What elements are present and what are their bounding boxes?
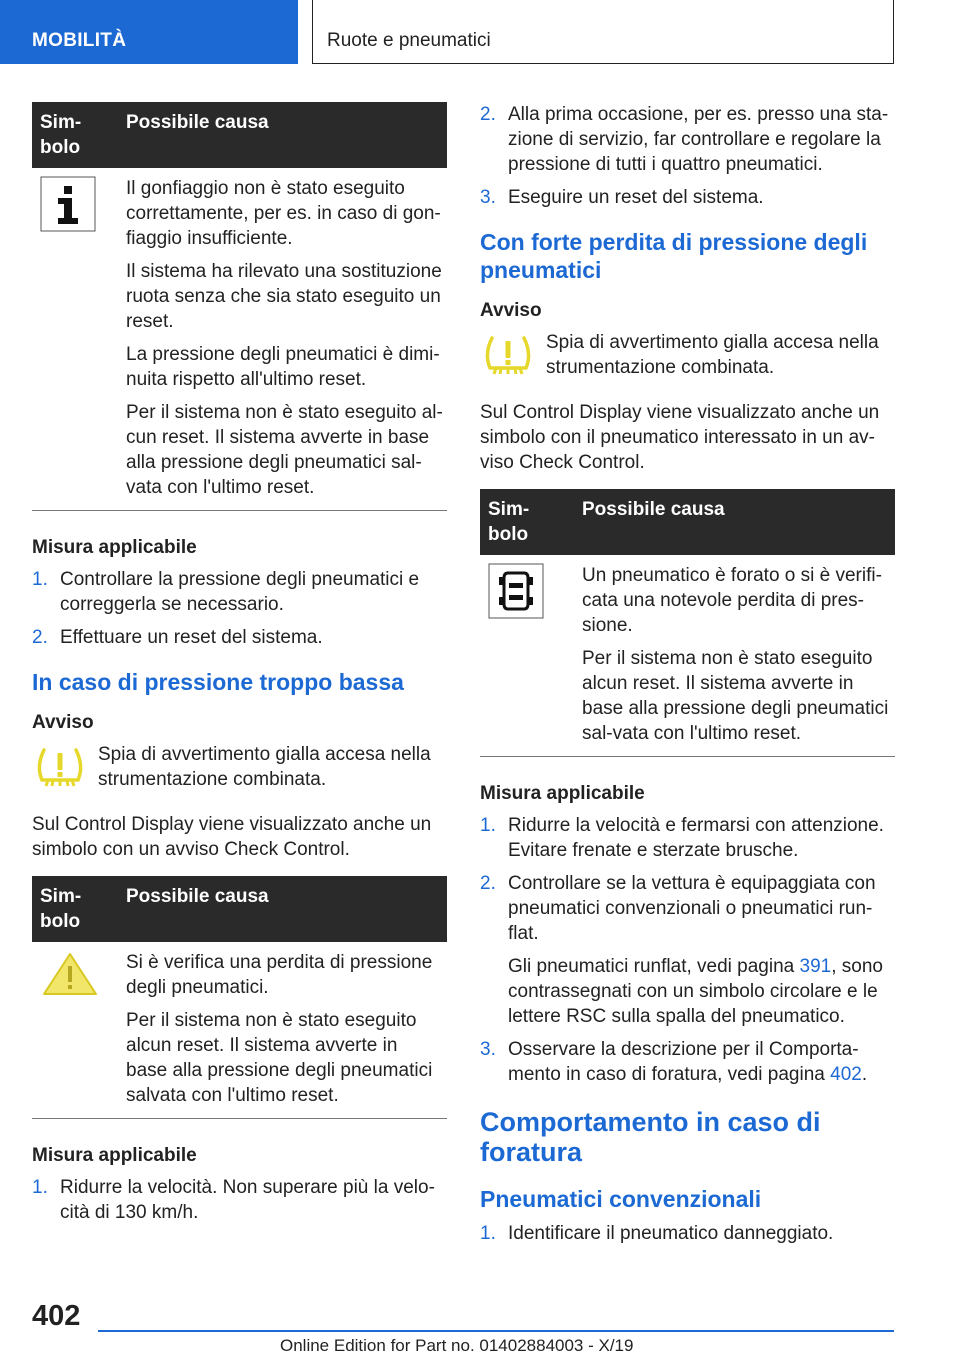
tire-pressure-warning-icon (480, 334, 536, 385)
col-symbol-header: Sim-bolo (480, 489, 574, 555)
section-title: MOBILITÀ (32, 30, 127, 51)
heading-puncture: Comportamento in caso di foratura (480, 1107, 821, 1167)
heading-strong-loss: Con forte perdita di pressione degli pneumatici (480, 229, 868, 283)
list-item: 1. Identificare il pneumatico danneggiato. (480, 1223, 834, 1244)
page-link-402[interactable]: 402 (830, 1064, 862, 1085)
tire-pressure-warning-icon (32, 746, 88, 797)
chapter-tab (312, 0, 894, 64)
cause-table-2 (32, 876, 447, 1119)
col-symbol-header: Sim-bolo (32, 102, 118, 168)
footer-edition: Online Edition for Part no. 01402884003 - X/19 (280, 1336, 634, 1355)
warning-row: Spia di avvertimento gialla accesa nella strumentazione combinata. (32, 742, 447, 798)
page-link-391[interactable]: 391 (799, 956, 832, 977)
heading-conventional-tires: Pneumatici convenzionali (480, 1186, 762, 1212)
col-symbol-header: Sim-bolo (32, 876, 118, 942)
list-item: 1. Ridurre la velocità e fermarsi con attenzione. Evitare frenate e sterzate brusche. (480, 815, 884, 861)
car-tire-icon (480, 555, 574, 757)
list-item: 2. Controllare se la vettura è equipaggiata con pneumatici convenzionali o pneumatici run-flat. Gli pneumatici runflat, vedi pagina 391, sono contrassegnati con un simbolo circolare e le lettere RSC sulla spalla del pneumatico. (480, 873, 883, 1027)
list-item: 2. Effettuare un reset del sistema. (32, 627, 323, 648)
footer-rule (98, 1330, 894, 1332)
list-item: 3. Osservare la descrizione per il Comporta-mento in caso di foratura, vedi pagina 402. (480, 1039, 868, 1085)
measure-list (32, 1175, 447, 1225)
warning-row: Spia di avvertimento gialla accesa nella strumentazione combinata. (480, 330, 895, 386)
list-item: 1. Ridurre la velocità. Non superare più la velo-cità di 130 km/h. (32, 1177, 435, 1223)
measure-title: Misura applicabile (32, 537, 197, 558)
control-display-text: Sul Control Display viene visualizzato anche un simbolo con il pneumatico interessato in un av-viso Check Control. (480, 402, 880, 473)
warning-triangle-icon (32, 942, 118, 1119)
list-item: 1. Controllare la pressione degli pneumatici e correggerla se necessario. (32, 569, 420, 615)
list-item: 2. Alla prima occasione, per es. presso una sta-zione di servizio, far controllare e regolare la pressione di tutti i quattro pneumatici. (480, 104, 889, 175)
measure-list (480, 813, 895, 1087)
cause-cell: Si è verifica una perdita di pressione degli pneumatici. Per il sistema non è stato eseguito alcun reset. Il sistema avverte in base alla pressione degli pneumatici salvata con l'ultimo reset. (118, 942, 447, 1119)
info-icon (32, 168, 118, 511)
page-number: 402 (32, 1300, 81, 1332)
list-item: 3. Eseguire un reset del sistema. (480, 187, 764, 208)
procedure-list (480, 1221, 895, 1246)
col-cause-header: Possibile causa (574, 489, 895, 555)
heading-low-pressure: In caso di pressione troppo bassa (32, 669, 404, 695)
chapter-title: Ruote e pneumatici (327, 30, 491, 51)
measure-list (32, 567, 447, 650)
measure-title: Misura applicabile (32, 1145, 197, 1166)
col-cause-header: Possibile causa (118, 102, 447, 168)
section-tab (0, 0, 298, 64)
cause-table-1 (32, 102, 447, 511)
measure-title: Misura applicabile (480, 783, 645, 804)
right-column (480, 102, 895, 1254)
left-column (32, 102, 447, 1233)
control-display-text: Sul Control Display viene visualizzato anche un simbolo con un avviso Check Control. (32, 814, 432, 860)
avviso-title: Avviso (480, 300, 542, 321)
avviso-title: Avviso (32, 712, 94, 733)
cause-table-3 (480, 489, 895, 757)
col-cause-header: Possibile causa (118, 876, 447, 942)
list-continued (480, 102, 895, 210)
cause-cell: Il gonfiaggio non è stato eseguito correttamente, per es. in caso di gon-fiaggio insufficiente. Il sistema ha rilevato una sostituzione ruota senza che sia stato eseguito un reset. La pressione degli pneumatici è dimi-nuita rispetto all'ultimo reset. Per il sistema non è stato eseguito al-cun reset. Il sistema avverte in base alla pressione degli pneumatici sal-vata con l'ultimo reset. (118, 168, 447, 511)
cause-cell: Un pneumatico è forato o si è verifi-cata una notevole perdita di pres-sione. Per il sistema non è stato eseguito alcun reset. Il sistema avverte in base alla pressione degli pneumatici sal-vata con l'ultimo reset. (574, 555, 895, 757)
